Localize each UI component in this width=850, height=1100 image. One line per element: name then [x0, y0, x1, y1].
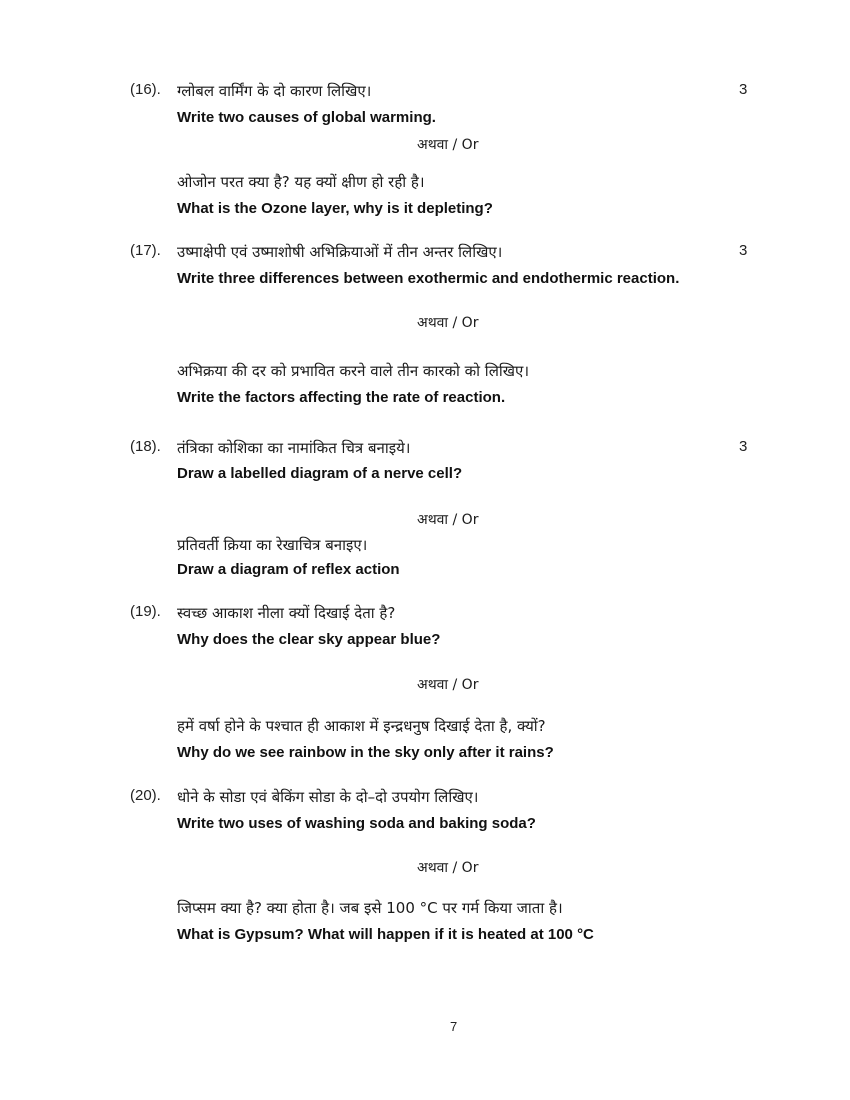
- or-separator: अथवा / Or: [417, 860, 479, 876]
- alternative-text-english: Why do we see rainbow in the sky only after it rains?: [177, 744, 554, 761]
- question-text-hindi: धोने के सोडा एवं बेकिंग सोडा के दो–दो उपयोग लिखिए।: [177, 788, 479, 806]
- question-text-hindi: स्वच्छ आकाश नीला क्यों दिखाई देता है?: [177, 604, 396, 622]
- alternative-text-hindi: अभिक्रया की दर को प्रभावित करने वाले तीन कारको को लिखिए।: [177, 362, 530, 380]
- question-number: (16).: [130, 81, 161, 98]
- question-number: (17).: [130, 242, 161, 259]
- question-text-english: Write three differences between exothermic and endothermic reaction.: [177, 270, 680, 287]
- question-text-english: Write two causes of global warming.: [177, 109, 436, 126]
- question-text-english: Draw a labelled diagram of a nerve cell?: [177, 465, 463, 482]
- alternative-text-english: What is Gypsum? What will happen if it is heated at 100 °C: [177, 926, 594, 943]
- alternative-text-english: Write the factors affecting the rate of reaction.: [177, 389, 506, 406]
- or-separator: अथवा / Or: [417, 512, 479, 528]
- question-marks: 3: [739, 438, 748, 455]
- question-text-english: Write two uses of washing soda and baking soda?: [177, 815, 536, 832]
- or-separator: अथवा / Or: [417, 677, 479, 693]
- question-marks: 3: [739, 242, 748, 259]
- question-text-hindi: ग्लोबल वार्मिंग के दो कारण लिखिए।: [177, 82, 372, 100]
- question-number: (18).: [130, 438, 161, 455]
- or-separator: अथवा / Or: [417, 315, 479, 331]
- question-text-hindi: तंत्रिका कोशिका का नामांकित चित्र बनाइये।: [177, 439, 411, 457]
- question-marks: 3: [739, 81, 748, 98]
- alternative-text-hindi: प्रतिवर्ती क्रिया का रेखाचित्र बनाइए।: [177, 536, 368, 554]
- alternative-text-hindi: जिप्सम क्या है? क्या होता है। जब इसे 100 °C पर गर्म किया जाता है।: [177, 899, 563, 917]
- question-text-english: Why does the clear sky appear blue?: [177, 631, 441, 648]
- alternative-text-hindi: हमें वर्षा होने के पश्चात ही आकाश में इन्द्रधनुष दिखाई देता है, क्यों?: [177, 717, 546, 735]
- alternative-text-english: What is the Ozone layer, why is it depleting?: [177, 200, 493, 217]
- or-separator: अथवा / Or: [417, 137, 479, 153]
- alternative-text-hindi: ओजोन परत क्या है? यह क्यों क्षीण हो रही है।: [177, 173, 425, 191]
- question-number: (19).: [130, 603, 161, 620]
- page-number: 7: [450, 1019, 458, 1034]
- alternative-text-english: Draw a diagram of reflex action: [177, 561, 400, 578]
- question-number: (20).: [130, 787, 161, 804]
- question-text-hindi: उष्माक्षेपी एवं उष्माशोषी अभिक्रियाओं में तीन अन्तर लिखिए।: [177, 243, 503, 261]
